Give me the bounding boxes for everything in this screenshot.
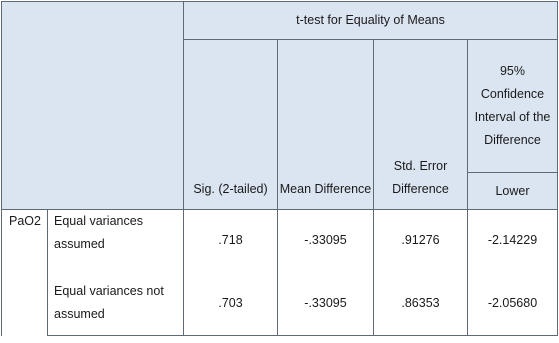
row-label-equal-assumed: Equal variances assumed bbox=[48, 210, 184, 272]
col-subheader-lower: Lower bbox=[468, 173, 558, 210]
cell-sig: .703 bbox=[184, 272, 278, 336]
cell-lower: -2.14229 bbox=[468, 210, 558, 272]
col-header-sig: Sig. (2-tailed) bbox=[184, 40, 278, 210]
row-label-equal-not-assumed: Equal variances not assumed bbox=[48, 272, 184, 336]
cell-std-error: .91276 bbox=[374, 210, 468, 272]
corner-blank-cell bbox=[2, 2, 184, 210]
col-header-mean-difference: Mean Difference bbox=[278, 40, 374, 210]
col-header-std-error: Std. Error Difference bbox=[374, 40, 468, 210]
row-variable-label: PaO2 bbox=[2, 210, 48, 336]
cell-lower: -2.05680 bbox=[468, 272, 558, 336]
cell-sig: .718 bbox=[184, 210, 278, 272]
group-header: t-test for Equality of Means bbox=[184, 2, 558, 40]
cell-std-error: .86353 bbox=[374, 272, 468, 336]
cell-mean-difference: -.33095 bbox=[278, 272, 374, 336]
col-header-ci: 95% Confidence Interval of the Difference bbox=[468, 40, 558, 173]
t-test-table bbox=[1, 1, 558, 336]
cell-mean-difference: -.33095 bbox=[278, 210, 374, 272]
